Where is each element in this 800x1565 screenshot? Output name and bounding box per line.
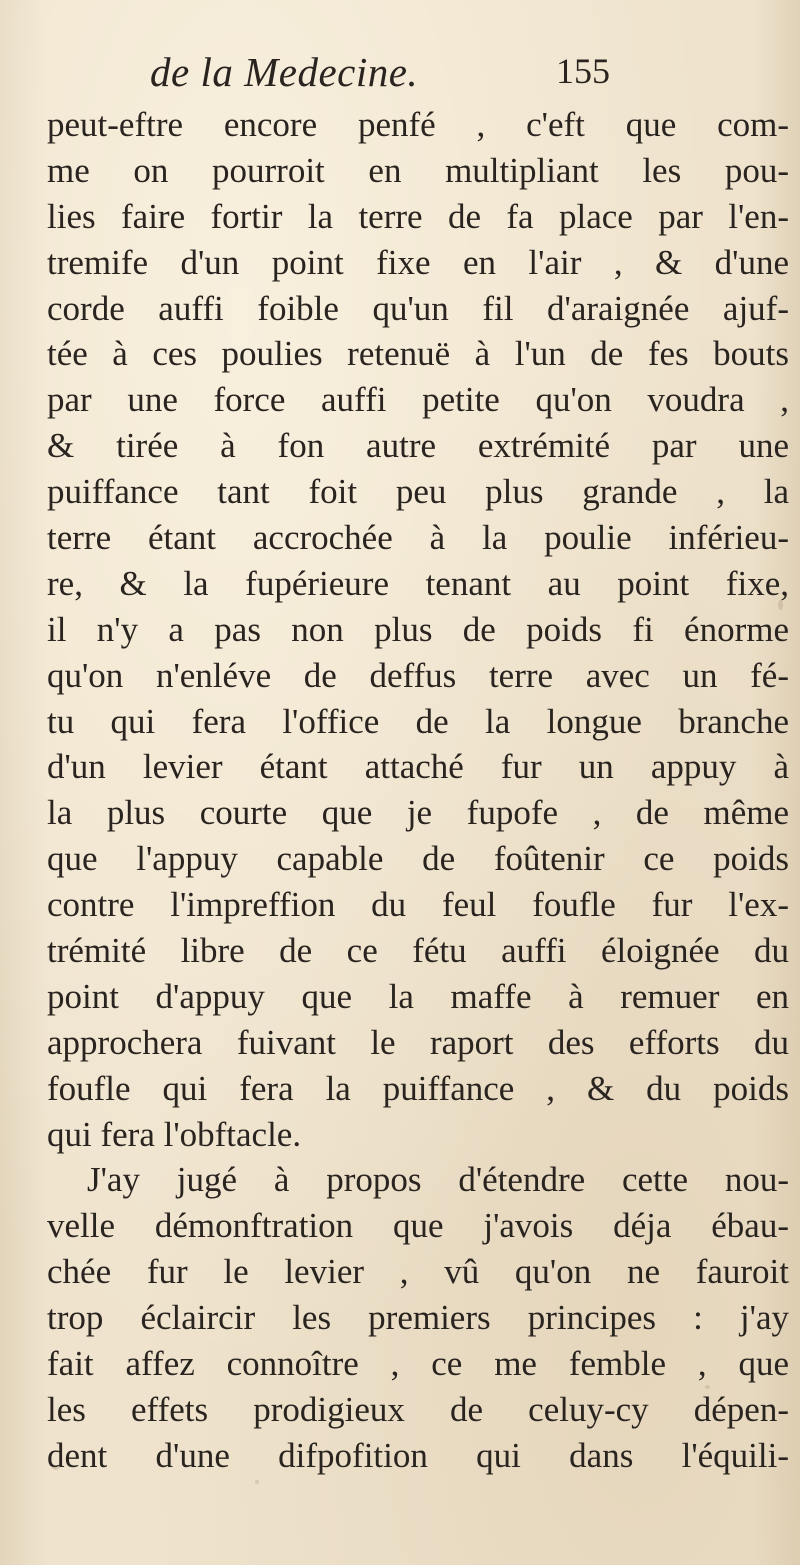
text-line: il n'y a pas non plus de poids fi énorme <box>47 609 789 649</box>
text-line: J'ay jugé à propos d'étendre cette nou- <box>87 1160 789 1200</box>
text-line: puiffance tant foit peu plus grande , la <box>47 472 789 512</box>
paper-spot <box>705 1385 710 1389</box>
text-line: tu qui fera l'office de la longue branche <box>47 701 789 741</box>
text-line: tée à ces poulies retenuë à l'un de fes bouts <box>47 334 789 374</box>
text-line: dent d'une difpofition qui dans l'équili- <box>47 1435 789 1475</box>
text-line: peut-eftre encore penfé , c'eft que com- <box>47 105 789 144</box>
text-line: chée fur le levier , vû qu'on ne fauroit <box>47 1252 789 1292</box>
text-line: trémité libre de ce fétu auffi éloignée du <box>47 931 789 971</box>
text-line: approchera fuivant le raport des efforts du <box>47 1022 789 1062</box>
text-line: & tirée à fon autre extrémité par une <box>47 426 789 466</box>
paper-spot <box>52 1465 60 1470</box>
running-head <box>150 48 610 102</box>
body-text <box>47 102 789 1479</box>
paper-spot <box>778 600 783 610</box>
text-line: la plus courte que je fupofe , de même <box>47 793 789 833</box>
text-line: trop éclaircir les premiers principes : j'ay <box>47 1298 789 1338</box>
text-line: contre l'impreffion du feul foufle fur l'ex- <box>47 885 789 925</box>
text-line: point d'appuy que la maffe à remuer en <box>47 976 789 1016</box>
text-line: fait affez connoître , ce me femble , que <box>47 1344 789 1384</box>
text-line: velle démonftration que j'avois déja ébau- <box>47 1206 789 1246</box>
page-number: 155 <box>556 51 610 91</box>
text-line: corde auffi foible qu'un fil d'araignée ajuf- <box>47 288 789 328</box>
text-line: tremife d'un point fixe en l'air , & d'une <box>47 242 789 282</box>
running-title: de la Medecine. <box>150 49 419 95</box>
text-line: foufle qui fera la puiffance , & du poids <box>47 1068 789 1108</box>
text-line: lies faire fortir la terre de fa place par l'en- <box>47 196 789 236</box>
text-line: que l'appuy capable de foûtenir ce poids <box>47 839 789 879</box>
text-line: terre étant accrochée à la poulie inférieu- <box>47 518 789 558</box>
paper-spot <box>255 1480 259 1484</box>
text-line: d'un levier étant attaché fur un appuy à <box>47 747 789 787</box>
text-line: qu'on n'enléve de deffus terre avec un fé- <box>47 655 789 695</box>
text-line: par une force auffi petite qu'on voudra , <box>47 380 789 420</box>
text-line: qui fera l'obftacle. <box>47 1114 302 1154</box>
text-line: re, & la fupérieure tenant au point fixe, <box>47 563 789 603</box>
text-line: me on pourroit en multipliant les pou- <box>47 150 789 190</box>
text-line: les effets prodigieux de celuy-cy dépen- <box>47 1389 789 1429</box>
